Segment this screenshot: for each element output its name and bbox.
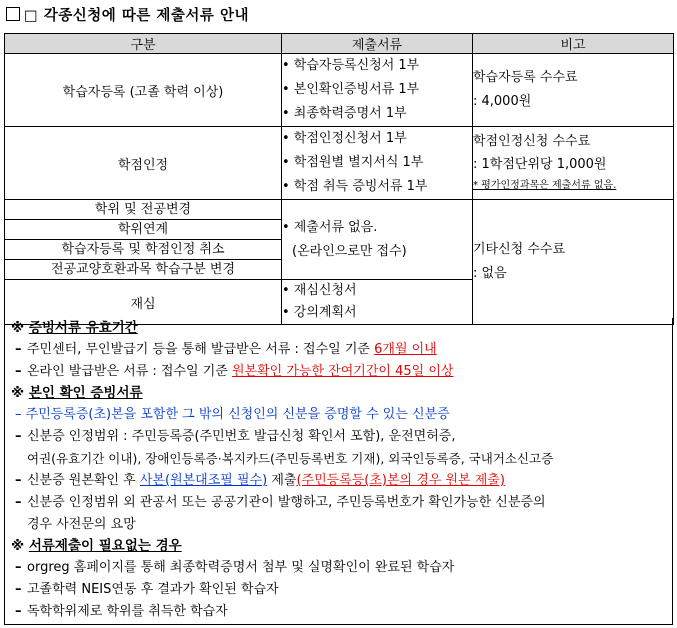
remarks-cell [473,200,674,325]
list-item-continued: 여권(유효기간 이내), 장애인등록증·복지카드(주민등록번호 기재), 외국인등록증, 국내거소신고증 [27,451,554,466]
section-heading: ※ 본인 확인 증빙서류 [11,385,143,401]
remark-line: 학점인정신청 수수료 [473,134,591,149]
documents-cell [282,200,473,280]
remark-line: : 없음 [473,266,507,281]
category-subrow: 학위 및 전공변경 [5,200,281,220]
header-remarks: 비고 [473,34,674,54]
remarks-cell [473,127,674,200]
category-subrow: 학위연계 [5,220,281,240]
list-item: – 신분증 원본확인 후 사본(원본대조필 필수) 제출(주민등록등(초)본의 경우 원본 제출) [15,473,505,488]
notes-section [4,318,673,625]
category-cell: 재심 [5,280,282,325]
section-heading: ※ 증빙서류 유효기간 [11,320,138,336]
document-item: • 강의계획서 [282,305,357,320]
document-item: • 제출서류 없음. [282,219,378,235]
documents-table [4,33,674,325]
remarks-cell [473,54,674,127]
checkbox-icon [6,7,20,21]
document-item: • 학습자등록신청서 1부 [282,58,420,73]
list-item: – 고졸학력 NEIS연동 후 결과가 확인된 학습자 [15,582,279,597]
list-item: – 온라인 발급받은 서류 : 접수일 기준 원본확인 가능한 잔여기간이 45일 이상 [15,364,454,379]
remark-line: 학습자등록 수수료 [473,70,578,85]
list-item: – 주민등록증(초)본을 포함한 그 밖의 신청인의 신분을 증명할 수 있는 신분증 [15,407,450,422]
remark-line: : 4,000원 [473,94,532,109]
remark-line: 기타신청 수수료 [473,242,566,257]
list-item: – 신분증 인정범위 : 주민등록증(주민번호 발급신청 확인서 포함), 운전면허증, [15,429,456,444]
remark-footnote: * 평가인정과목은 제출서류 없음. [473,180,617,191]
category-subrow: 학습자등록 및 학점인정 취소 [5,240,281,260]
section-heading: ※ 서류제출이 필요없는 경우 [11,538,182,554]
table-row [5,54,674,127]
category-cell [5,200,282,280]
category-cell: 학습자등록 (고졸 학력 이상) [5,54,282,127]
table-row [5,127,674,200]
header-documents: 제출서류 [282,34,473,54]
list-item: – orgreg 홈페이지를 통해 최종학력증명서 첨부 및 실명확인이 완료된 학습자 [15,560,455,575]
category-cell: 학점인정 [5,127,282,200]
list-item: – 독학학위제로 학위를 취득한 학습자 [15,604,228,619]
document-item: • 본인확인증빙서류 1부 [282,82,420,97]
list-item-continued: 경우 사전문의 요망 [27,517,136,532]
list-item: – 주민센터, 무인발급기 등을 통해 발급받은 서류 : 접수일 기준 6개월 이내 [15,342,437,357]
category-subrow: 전공교양호환과목 학습구분 변경 [50,262,236,277]
documents-cell [282,127,473,200]
document-item: • 학점인정신청서 1부 [282,131,407,146]
document-item: (온라인으로만 접수) [292,243,407,259]
page-title-text: □ 각종신청에 따른 제출서류 안내 [24,8,249,24]
document-item: • 최종학력증명서 1부 [282,106,407,121]
document-item: • 학점 취득 증빙서류 1부 [282,179,428,194]
page-title [6,4,249,25]
remark-line: : 1학점단위당 1,000원 [473,157,607,172]
document-item: • 재심신청서 [282,283,357,298]
header-category: 구분 [5,34,282,54]
table-header-row [5,34,674,54]
documents-cell [282,54,473,127]
list-item: – 신분증 인정범위 외 관공서 또는 공공기관이 발행하고, 주민등록번호가 확인가능한 신분증의 [15,495,546,510]
table-row [5,200,674,280]
document-item: • 학점원별 별지서식 1부 [282,155,424,170]
